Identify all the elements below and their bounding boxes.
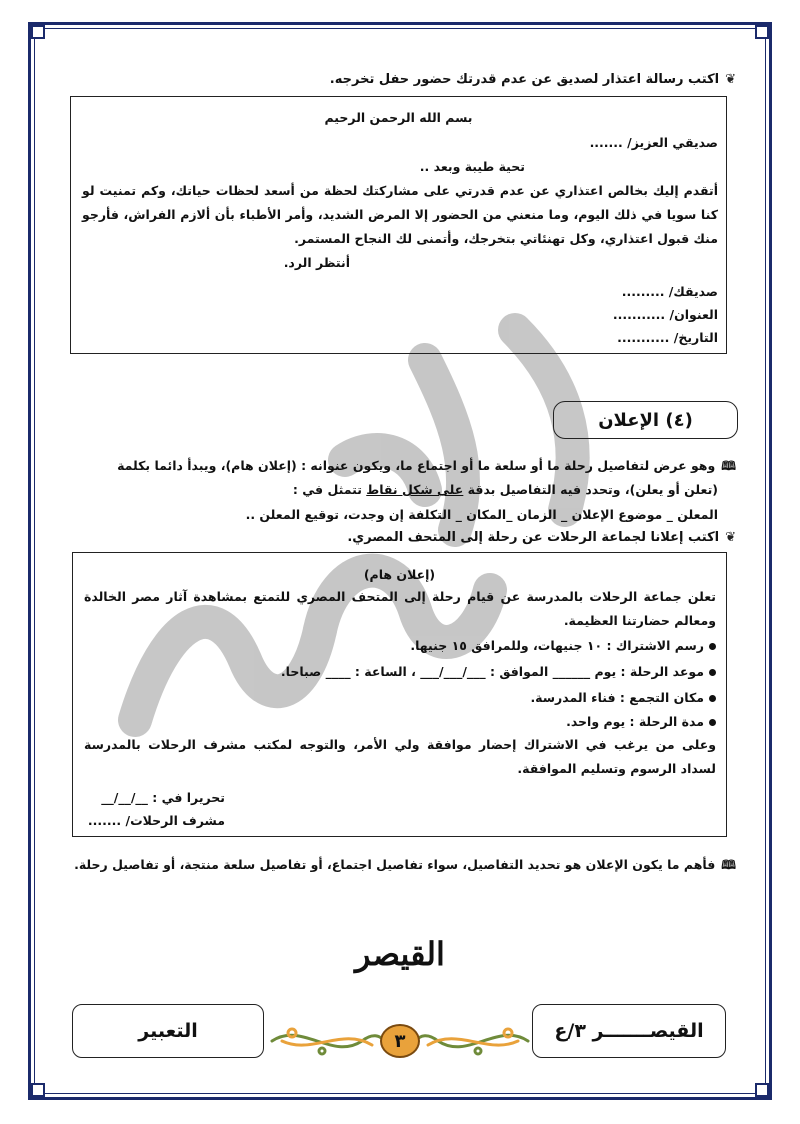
ad-bullet-fee (410, 637, 716, 655)
ad-title: (إعلان هام) (363, 567, 436, 582)
letter-greeting: صديقي العزيز/ ....... (589, 135, 718, 150)
letter-body: أتقدم إليك بخالص اعتذاري عن عدم قدرتي على مشاركتك لحظة من أسعد لحظات حياتك، وكم تمنيت لو كنا سويا في ذلك اليوم، وما منعني من الحضور إلا المرض الشديد، وأمر الأطباء بأن ألازم الفراش، فأرجو منك قبول اعتذاري، وكل تهنئاتي بتخرجك، وأتمنى لك النجاح المستمر. (82, 183, 718, 246)
ad-closing: وعلى من يرغب في الاشتراك إحضار موافقة ولي الأمر، والتوجه لمكتب مشرف الرحلات بالمدرسة لسداد الرسوم وتسليم الموافقة. (84, 737, 716, 776)
footer-series-label (532, 1004, 726, 1058)
page-number: ٣ (394, 1030, 406, 1052)
instruction-letter (330, 70, 736, 90)
letter-basmala: بسم الله الرحمن الرحيم (324, 110, 473, 125)
ad-supervisor: مشرف الرحلات/ ....... (87, 813, 225, 828)
footer-subject-label (72, 1004, 264, 1058)
bullet-dot (709, 695, 716, 702)
definition-text-underlined: على شكل نقاط (366, 482, 464, 497)
instruction-text: اكتب رسالة اعتذار لصديق عن عدم قدرتك حضور حفل تخرجه. (329, 72, 720, 87)
bullet-book-icon: ❦ (725, 72, 736, 87)
letter-signature-friend: صديقك/ ......... (621, 284, 718, 299)
section-heading (553, 401, 738, 439)
bullet-book-icon: ❦ (725, 530, 736, 545)
book-icon: 🕮 (721, 458, 736, 473)
letter-signature-address: العنوان/ ........... (612, 307, 718, 322)
footer-series-text: القيصـــــــر ٣/ع (554, 1020, 704, 1042)
bullet-dot (709, 669, 716, 676)
definition-text-1: وهو عرض لتفاصيل رحلة ما أو سلعة ما أو اجتماع ما، ويكون عنوانه : (إعلان هام)، ويبدأ دائما بكلمة (117, 458, 716, 473)
ad-bullet-duration (566, 713, 716, 731)
ad-date-line: تحريرا في : __/__/__ (101, 790, 225, 805)
definition-line-2 (293, 481, 718, 499)
letter-salutation: تحية طيبة وبعد .. (419, 159, 525, 174)
ad-bullet-text: رسم الاشتراك : ١٠ جنيهات، وللمرافق ١٥ جنيها. (410, 638, 704, 653)
definition-text-2a: (تعلن أو يعلن)، وتحدد فيه التفاصيل بدقة (463, 482, 718, 497)
ad-bullet-text: مدة الرحلة : يوم واحد. (566, 714, 704, 729)
instruction-text: اكتب إعلانا لجماعة الرحلات عن رحلة إلى المتحف المصري. (347, 530, 720, 545)
ad-body: تعلن جماعة الرحلات بالمدرسة عن قيام رحلة إلى المتحف المصري للتمتع بمشاهدة آثار مصر الخالدة ومعالم حضارتنا العظيمة. (84, 589, 716, 628)
footer-subject-text: التعبير (138, 1020, 198, 1042)
letter-signature-date: التاريخ/ ........... (617, 330, 718, 345)
bullet-dot (709, 719, 716, 726)
bullet-dot (709, 643, 716, 650)
note-text: فأهم ما يكون الإعلان هو تحديد التفاصيل، سواء تفاصيل اجتماع، أو تفاصيل سلعة منتجة، أو تفاصيل رحلة. (74, 857, 716, 872)
definition-line-1 (117, 457, 736, 475)
ad-bullet-date (281, 663, 716, 681)
brand-title: القيصر (355, 935, 445, 973)
ad-bullet-text: مكان التجمع : فناء المدرسة. (530, 690, 704, 705)
definition-line-3: المعلن _ موضوع الإعلان _ الزمان _المكان _ التكلفة إن وجدت، توقيع المعلن .. (245, 507, 718, 522)
ad-bullet-text: موعد الرحلة : يوم ______ الموافق : ___/___/___ ، الساعة : ____ صباحا. (280, 664, 704, 679)
letter-await: أنتظر الرد. (283, 255, 350, 270)
book-icon: 🕮 (721, 857, 736, 872)
definition-text-2b: تتمثل في : (292, 482, 367, 497)
section-heading-text: (٤) الإعلان (598, 409, 693, 431)
page-number-badge (380, 1024, 420, 1058)
note-line (74, 856, 736, 874)
instruction-advert (347, 528, 736, 548)
corner-ornament-top-right (31, 25, 45, 39)
corner-ornament-bottom-left (31, 1083, 45, 1097)
corner-ornament-top-left (755, 25, 769, 39)
corner-ornament-bottom-right (755, 1083, 769, 1097)
ad-bullet-place (530, 689, 716, 707)
